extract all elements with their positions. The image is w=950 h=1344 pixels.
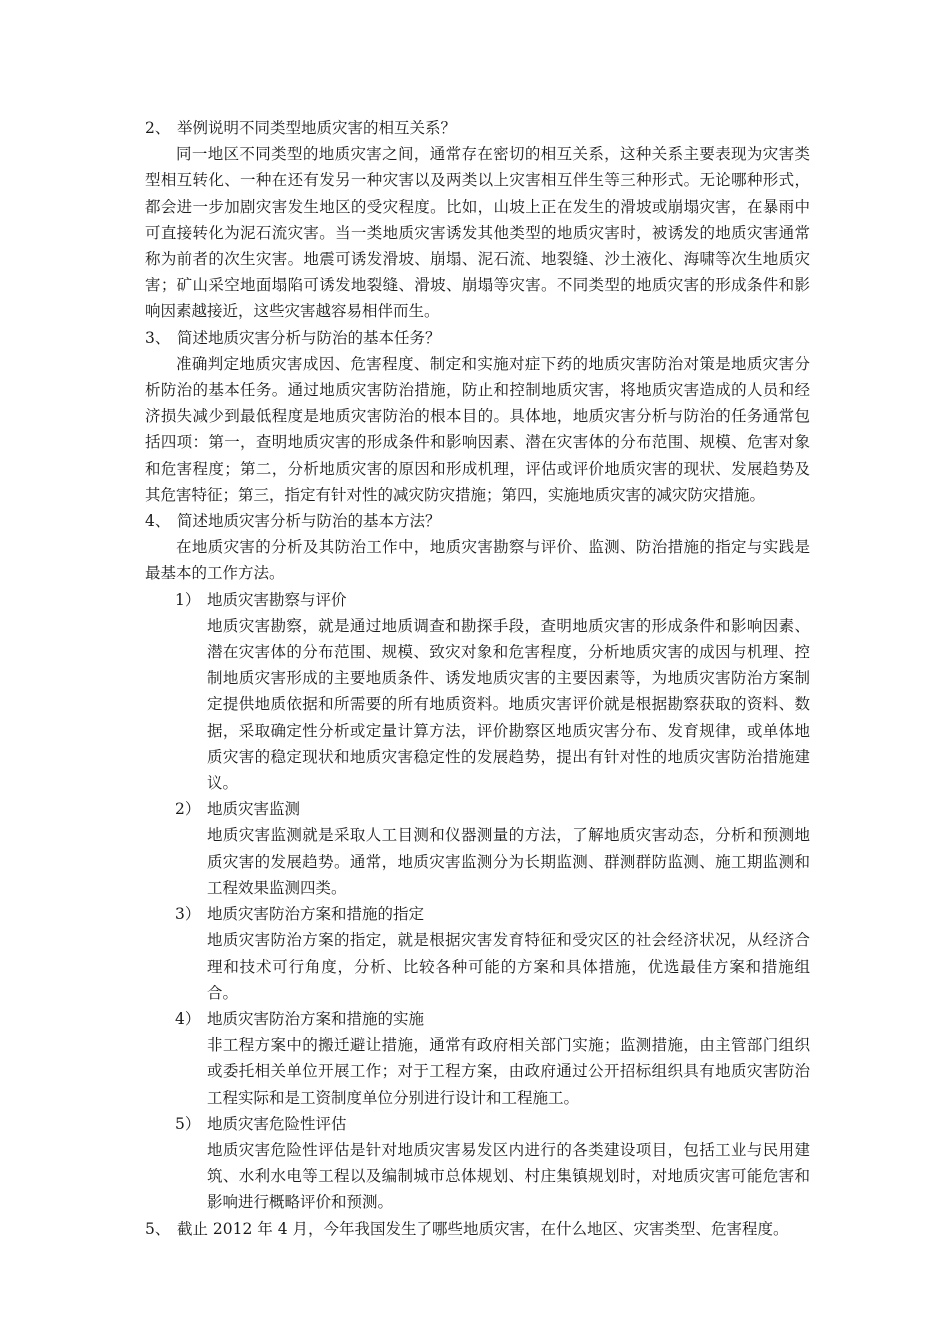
method-item-3: [175, 901, 810, 1006]
question-4: [145, 508, 810, 1215]
answer-paragraph: 在地质灾害的分析及其防治工作中，地质灾害勘察与评价、监测、防治措施的指定与实践是最基本的工作方法。: [145, 538, 810, 583]
document-page: [145, 115, 810, 1242]
question-3: [145, 325, 810, 508]
question-number: 5、: [145, 1219, 171, 1238]
method-item-4: [175, 1006, 810, 1111]
method-description: 地质灾害监测就是采取人工目测和仪器测量的方法，了解地质灾害动态，分析和预测地质灾害的发展趋势。通常，地质灾害监测分为长期监测、群测群防监测、施工期监测和工程效果监测四类。: [207, 826, 810, 897]
method-title: [175, 1006, 810, 1032]
method-item-1: [175, 587, 810, 797]
method-number: 2）: [175, 800, 201, 819]
question-text: 举例说明不同类型地质灾害的相互关系？: [177, 119, 457, 137]
method-title: [175, 901, 810, 927]
method-item-2: [175, 796, 810, 901]
question-text: 简述地质灾害分析与防治的基本方法？: [177, 512, 441, 531]
question-text: 简述地质灾害分析与防治的基本任务？: [177, 328, 441, 347]
method-name: 地质灾害防治方案和措施的指定: [207, 905, 425, 924]
question-text: 截止 2012 年 4 月，今年我国发生了哪些地质灾害，在什么地区、灾害类型、危害程度。: [177, 1219, 789, 1238]
question-2: [145, 115, 810, 325]
question-number: 4、: [145, 512, 171, 531]
method-name: 地质灾害监测: [207, 800, 301, 819]
method-description: 地质灾害防治方案的指定，就是根据灾害发育特征和受灾区的社会经济状况，从经济合理和技术可行角度，分析、比较各种可能的方案和具体措施，优选最佳方案和措施组合。: [207, 931, 810, 1002]
method-name: 地质灾害勘察与评价: [207, 590, 347, 609]
method-description: 非工程方案中的搬迁避让措施，通常有政府相关部门实施；监测措施，由主管部门组织或委托相关单位开展工作；对于工程方案，由政府通过公开招标组织具有地质灾害防治工程实际和是工资制度单位分别进行设计和工程施工。: [207, 1036, 810, 1107]
method-item-5: [175, 1111, 810, 1216]
question-title: [145, 115, 810, 141]
question-number: 2、: [145, 119, 171, 137]
question-title: [145, 1216, 810, 1242]
answer-paragraph: 同一地区不同类型的地质灾害之间，通常存在密切的相互关系，这种关系主要表现为灾害类型相互转化、一种在还有发另一种灾害以及两类以上灾害相互伴生等三种形式。无论哪种形式，都会进一步加剧灾害发生地区的受灾程度。比如，山坡上正在发生的滑坡或崩塌灾害，在暴雨中可直接转化为泥石流灾害。当一类地质灾害诱发其他类型的地质灾害时，被诱发的地质灾害通常称为前者的次生灾害。地震可诱发滑坡、崩塌、泥石流、地裂缝、沙土液化、海啸等次生地质灾害；矿山采空地面塌陷可诱发地裂缝、滑坡、崩塌等灾害。不同类型的地质灾害的形成条件和影响因素越接近，这些灾害越容易相伴而生。: [145, 145, 810, 321]
question-5: [145, 1216, 810, 1242]
method-number: 1）: [175, 590, 201, 609]
method-title: [175, 587, 810, 613]
method-number: 5）: [175, 1114, 201, 1133]
question-title: [145, 325, 810, 351]
method-name: 地质灾害危险性评估: [207, 1114, 347, 1133]
method-number: 4）: [175, 1009, 201, 1028]
answer-paragraph: 准确判定地质灾害成因、危害程度、制定和实施对症下药的地质灾害防治对策是地质灾害分析防治的基本任务。通过地质灾害防治措施，防止和控制地质灾害，将地质灾害造成的人员和经济损失减少到最低程度是地质灾害防治的根本目的。具体地，地质灾害分析与防治的任务通常包括四项：第一，查明地质灾害的形成条件和影响因素、潜在灾害体的分布范围、规模、危害对象和危害程度；第二，分析地质灾害的原因和形成机理，评估或评价地质灾害的现状、发展趋势及其危害特征；第三，指定有针对性的减灾防灾措施；第四，实施地质灾害的减灾防灾措施。: [145, 354, 810, 504]
method-title: [175, 1111, 810, 1137]
method-name: 地质灾害防治方案和措施的实施: [207, 1009, 425, 1028]
method-number: 3）: [175, 905, 201, 924]
method-title: [175, 796, 810, 822]
method-description: 地质灾害勘察，就是通过地质调查和勘探手段，查明地质灾害的形成条件和影响因素、潜在灾害体的分布范围、规模、致灾对象和危害程度，分析地质灾害的成因与机理、控制地质灾害形成的主要地质条件、诱发地质灾害的主要因素等，为地质灾害防治方案制定提供地质依据和所需要的所有地质资料。地质灾害评价就是根据勘察获取的资料、数据，采取确定性分析或定量计算方法，评价勘察区地质灾害分布、发育规律，或单体地质灾害的稳定现状和地质灾害稳定性的发展趋势，提出有针对性的地质灾害防治措施建议。: [207, 616, 810, 793]
method-description: 地质灾害危险性评估是针对地质灾害易发区内进行的各类建设项目，包括工业与民用建筑、水利水电等工程以及编制城市总体规划、村庄集镇规划时，对地质灾害可能危害和影响进行概略评价和预测。: [207, 1140, 810, 1212]
question-number: 3、: [145, 328, 171, 347]
question-title: [145, 508, 810, 534]
